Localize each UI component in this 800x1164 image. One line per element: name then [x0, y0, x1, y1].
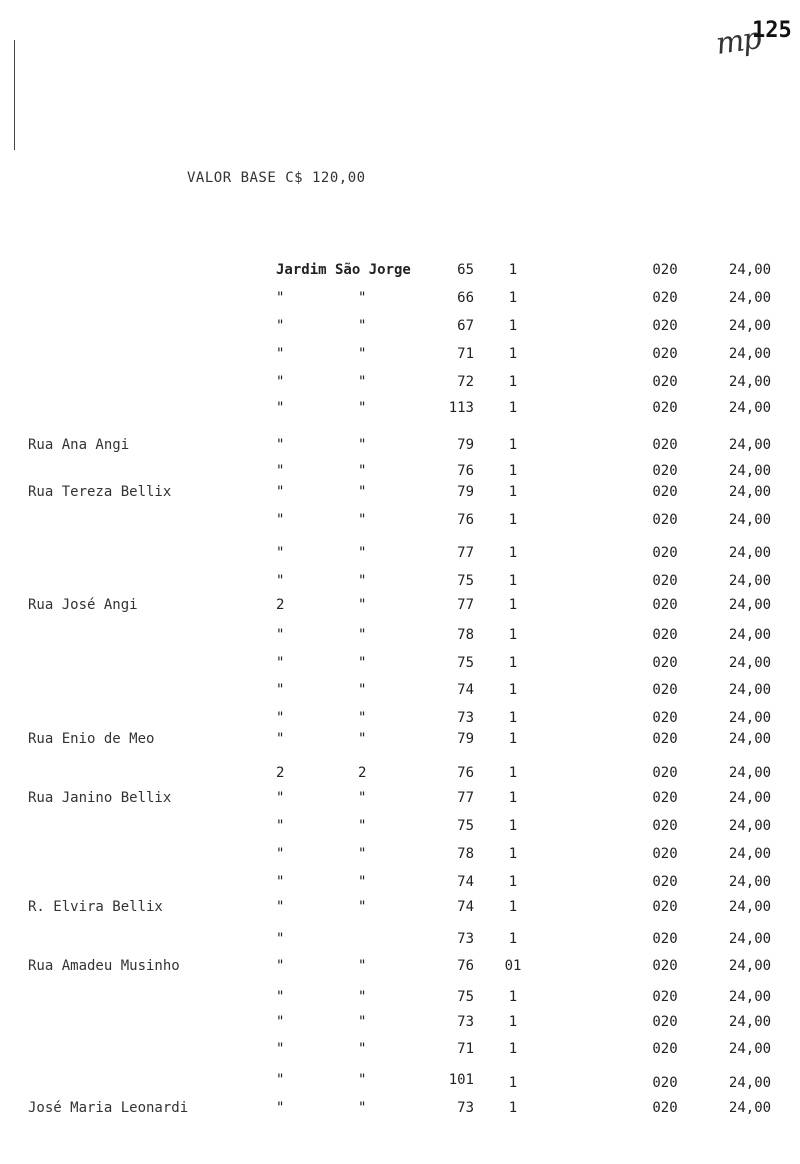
lot-number: 73	[457, 1100, 474, 1116]
ledger-row	[0, 1100, 800, 1118]
rate-code: 020	[652, 655, 678, 671]
ditto-col-2: "	[358, 818, 367, 834]
ditto-col-1: "	[276, 846, 285, 862]
ditto-col-1: "	[276, 1014, 285, 1030]
ledger-row	[0, 512, 800, 530]
ditto-col-1: 2	[276, 765, 285, 781]
ditto-col-2: "	[358, 655, 367, 671]
ditto-col-1: "	[276, 627, 285, 643]
lot-number: 101	[448, 1072, 474, 1088]
rate-code: 020	[652, 573, 678, 589]
rate-code: 020	[652, 290, 678, 306]
lot-number: 77	[457, 545, 474, 561]
amount-value: 24,00	[728, 655, 772, 671]
quantity: 1	[508, 262, 518, 278]
lot-number: 113	[448, 400, 474, 416]
quantity: 1	[508, 818, 518, 834]
ledger-row	[0, 318, 800, 336]
ditto-col-1: "	[276, 682, 285, 698]
lot-number: 66	[457, 290, 474, 306]
ditto-col-1: "	[276, 1100, 285, 1116]
ledger-row	[0, 437, 800, 455]
lot-number: 71	[457, 346, 474, 362]
ditto-col-1: "	[276, 374, 285, 390]
amount-value: 24,00	[728, 318, 772, 334]
ledger-row	[0, 931, 800, 949]
quantity: 1	[508, 874, 518, 890]
ditto-col-2: "	[358, 731, 367, 747]
amount-value: 24,00	[728, 818, 772, 834]
quantity: 1	[508, 400, 518, 416]
quantity: 1	[508, 931, 518, 947]
ledger-row	[0, 627, 800, 645]
quantity: 1	[508, 731, 518, 747]
amount-value: 24,00	[728, 682, 772, 698]
lot-number: 75	[457, 655, 474, 671]
rate-code: 020	[652, 818, 678, 834]
ditto-col-2: "	[358, 290, 367, 306]
ledger-row	[0, 1041, 800, 1059]
ditto-col-2: "	[358, 899, 367, 915]
rate-code: 020	[652, 899, 678, 915]
neighborhood-name: Jardim São Jorge	[276, 262, 411, 278]
street-name: Rua José Angi	[28, 597, 138, 613]
rate-code: 020	[652, 731, 678, 747]
rate-code: 020	[652, 710, 678, 726]
ditto-col-1: "	[276, 818, 285, 834]
quantity: 1	[508, 290, 518, 306]
lot-number: 67	[457, 318, 474, 334]
amount-value: 24,00	[728, 400, 772, 416]
handwritten-initials: mp	[713, 21, 762, 62]
amount-value: 24,00	[728, 1075, 772, 1091]
lot-number: 77	[457, 597, 474, 613]
ditto-col-2: "	[358, 958, 367, 974]
ditto-col-1: "	[276, 731, 285, 747]
rate-code: 020	[652, 1014, 678, 1030]
rate-code: 020	[652, 989, 678, 1005]
ditto-col-1: "	[276, 290, 285, 306]
amount-value: 24,00	[728, 710, 772, 726]
ditto-col-1: "	[276, 655, 285, 671]
ditto-col-2: 2	[358, 765, 367, 781]
quantity: 1	[508, 899, 518, 915]
lot-number: 73	[457, 931, 474, 947]
ditto-col-2: "	[358, 545, 367, 561]
ledger-row	[0, 682, 800, 700]
quantity: 1	[508, 1075, 518, 1091]
lot-number: 71	[457, 1041, 474, 1057]
ditto-col-1: "	[276, 463, 285, 479]
ledger-row	[0, 655, 800, 673]
ledger-row	[0, 463, 800, 481]
quantity: 1	[508, 1100, 518, 1116]
ditto-col-2: "	[358, 346, 367, 362]
rate-code: 020	[652, 346, 678, 362]
rate-code: 020	[652, 545, 678, 561]
street-name: Rua Janino Bellix	[28, 790, 172, 806]
ditto-col-1: "	[276, 1072, 285, 1088]
ditto-col-2: "	[358, 710, 367, 726]
lot-number: 76	[457, 512, 474, 528]
lot-number: 75	[457, 818, 474, 834]
rate-code: 020	[652, 318, 678, 334]
rate-code: 020	[652, 1041, 678, 1057]
ditto-col-1: "	[276, 931, 285, 947]
ditto-col-1: "	[276, 573, 285, 589]
lot-number: 78	[457, 627, 474, 643]
rate-code: 020	[652, 627, 678, 643]
lot-number: 72	[457, 374, 474, 390]
ledger-row	[0, 874, 800, 892]
ditto-col-1: "	[276, 1041, 285, 1057]
quantity: 1	[508, 545, 518, 561]
ditto-col-1: "	[276, 874, 285, 890]
quantity: 1	[508, 463, 518, 479]
rate-code: 020	[652, 846, 678, 862]
page-number: 125	[752, 18, 792, 43]
rate-code: 020	[652, 874, 678, 890]
amount-value: 24,00	[728, 597, 772, 613]
ditto-col-2: "	[358, 682, 367, 698]
ledger-row	[0, 958, 800, 976]
ditto-col-1: "	[276, 958, 285, 974]
quantity: 1	[508, 1014, 518, 1030]
lot-number: 78	[457, 846, 474, 862]
ditto-col-2: "	[358, 484, 367, 500]
amount-value: 24,00	[728, 545, 772, 561]
lot-number: 79	[457, 484, 474, 500]
ditto-col-1: "	[276, 710, 285, 726]
ditto-col-2: "	[358, 437, 367, 453]
quantity: 1	[508, 655, 518, 671]
quantity: 1	[508, 710, 518, 726]
amount-value: 24,00	[728, 989, 772, 1005]
ditto-col-1: "	[276, 989, 285, 1005]
ledger-row	[0, 290, 800, 308]
quantity: 1	[508, 346, 518, 362]
ledger-row	[0, 374, 800, 392]
quantity: 1	[508, 597, 518, 613]
ditto-col-2: "	[358, 1100, 367, 1116]
ledger-row	[0, 346, 800, 364]
ledger-row	[0, 545, 800, 563]
ditto-col-2: "	[358, 1072, 367, 1088]
ditto-col-1: 2	[276, 597, 285, 613]
quantity: 01	[504, 958, 522, 974]
quantity: 1	[508, 437, 518, 453]
amount-value: 24,00	[728, 790, 772, 806]
amount-value: 24,00	[728, 463, 772, 479]
quantity: 1	[508, 790, 518, 806]
ditto-col-2: "	[358, 512, 367, 528]
lot-number: 75	[457, 573, 474, 589]
quantity: 1	[508, 682, 518, 698]
ditto-col-1: "	[276, 512, 285, 528]
quantity: 1	[508, 846, 518, 862]
amount-value: 24,00	[728, 958, 772, 974]
amount-value: 24,00	[728, 512, 772, 528]
base-value-heading: VALOR BASE C$ 120,00	[187, 170, 366, 186]
ledger-row	[0, 400, 800, 418]
amount-value: 24,00	[728, 874, 772, 890]
ledger-row	[0, 1014, 800, 1032]
ditto-col-2: "	[358, 874, 367, 890]
amount-value: 24,00	[728, 437, 772, 453]
quantity: 1	[508, 627, 518, 643]
rate-code: 020	[652, 1100, 678, 1116]
quantity: 1	[508, 1041, 518, 1057]
street-name: José Maria Leonardi	[28, 1100, 189, 1116]
lot-number: 73	[457, 1014, 474, 1030]
quantity: 1	[508, 512, 518, 528]
ditto-col-1: "	[276, 545, 285, 561]
amount-value: 24,00	[728, 931, 772, 947]
ditto-col-1: "	[276, 899, 285, 915]
amount-value: 24,00	[728, 1014, 772, 1030]
street-name: Rua Enio de Meo	[28, 731, 155, 747]
ditto-col-1: "	[276, 437, 285, 453]
lot-number: 76	[457, 958, 474, 974]
lot-number: 75	[457, 989, 474, 1005]
ledger-row	[0, 731, 800, 749]
ditto-col-2: "	[358, 989, 367, 1005]
ledger-row	[0, 484, 800, 502]
lot-number: 65	[457, 262, 474, 278]
quantity: 1	[508, 573, 518, 589]
ledger-row	[0, 1075, 800, 1093]
ditto-col-1: "	[276, 790, 285, 806]
ledger-row	[0, 573, 800, 591]
lot-number: 79	[457, 437, 474, 453]
lot-number: 76	[457, 765, 474, 781]
quantity: 1	[508, 765, 518, 781]
ditto-col-1: "	[276, 346, 285, 362]
rate-code: 020	[652, 597, 678, 613]
ditto-col-1: "	[276, 484, 285, 500]
amount-value: 24,00	[728, 290, 772, 306]
rate-code: 020	[652, 437, 678, 453]
amount-value: 24,00	[728, 573, 772, 589]
quantity: 1	[508, 318, 518, 334]
amount-value: 24,00	[728, 627, 772, 643]
ditto-col-2: "	[358, 374, 367, 390]
lot-number: 76	[457, 463, 474, 479]
lot-number: 74	[457, 682, 474, 698]
amount-value: 24,00	[728, 846, 772, 862]
amount-value: 24,00	[728, 262, 772, 278]
ditto-col-2: "	[358, 1014, 367, 1030]
quantity: 1	[508, 374, 518, 390]
ledger-row	[0, 262, 800, 280]
rate-code: 020	[652, 484, 678, 500]
rate-code: 020	[652, 512, 678, 528]
rate-code: 020	[652, 931, 678, 947]
ditto-col-1: "	[276, 318, 285, 334]
ledger-row	[0, 710, 800, 728]
street-name: R. Elvira Bellix	[28, 899, 163, 915]
ditto-col-2: "	[358, 400, 367, 416]
ditto-col-2: "	[358, 597, 367, 613]
ledger-row	[0, 818, 800, 836]
quantity: 1	[508, 484, 518, 500]
amount-value: 24,00	[728, 484, 772, 500]
street-name: Rua Amadeu Musinho	[28, 958, 180, 974]
ledger-row	[0, 765, 800, 783]
rate-code: 020	[652, 765, 678, 781]
ledger-row	[0, 790, 800, 808]
ditto-col-2: "	[358, 627, 367, 643]
street-name: Rua Tereza Bellix	[28, 484, 172, 500]
ledger-row	[0, 597, 800, 615]
amount-value: 24,00	[728, 1100, 772, 1116]
lot-number: 73	[457, 710, 474, 726]
amount-value: 24,00	[728, 899, 772, 915]
rate-code: 020	[652, 262, 678, 278]
lot-number: 79	[457, 731, 474, 747]
ditto-col-2: "	[358, 1041, 367, 1057]
rate-code: 020	[652, 400, 678, 416]
rate-code: 020	[652, 682, 678, 698]
ditto-col-2: "	[358, 846, 367, 862]
ledger-row	[0, 899, 800, 917]
ledger-row	[0, 846, 800, 864]
ditto-col-2: "	[358, 318, 367, 334]
lot-number: 74	[457, 874, 474, 890]
rate-code: 020	[652, 1075, 678, 1091]
rate-code: 020	[652, 958, 678, 974]
ditto-col-2: "	[358, 790, 367, 806]
rate-code: 020	[652, 790, 678, 806]
amount-value: 24,00	[728, 346, 772, 362]
lot-number: 77	[457, 790, 474, 806]
amount-value: 24,00	[728, 374, 772, 390]
ditto-col-2: "	[358, 463, 367, 479]
ledger-row	[0, 989, 800, 1007]
quantity: 1	[508, 989, 518, 1005]
amount-value: 24,00	[728, 765, 772, 781]
amount-value: 24,00	[728, 1041, 772, 1057]
street-name: Rua Ana Angi	[28, 437, 130, 453]
ditto-col-1: "	[276, 400, 285, 416]
ditto-col-2: "	[358, 573, 367, 589]
amount-value: 24,00	[728, 731, 772, 747]
margin-line	[14, 40, 15, 150]
rate-code: 020	[652, 463, 678, 479]
lot-number: 74	[457, 899, 474, 915]
rate-code: 020	[652, 374, 678, 390]
